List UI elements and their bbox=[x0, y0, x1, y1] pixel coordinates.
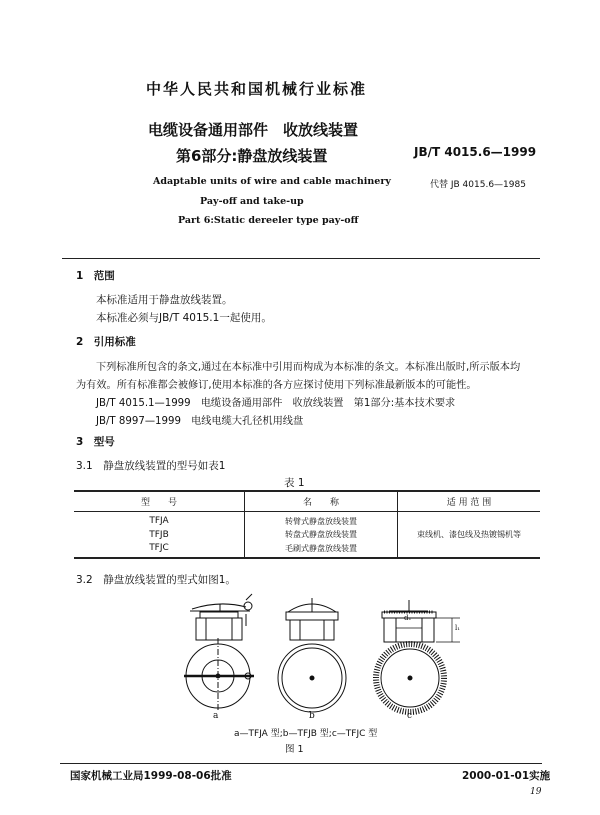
english-title-line2: Pay-off and take-up bbox=[200, 196, 304, 207]
table-cell-name: 毛刷式静盘放线装置 bbox=[245, 542, 398, 558]
footer-divider bbox=[60, 763, 542, 764]
reference-2: JB/T 8997—1999 电线电缆大孔径机用线盘 bbox=[96, 416, 304, 427]
section-3-2-text: 3.2 静盘放线装置的型式如图1。 bbox=[76, 574, 236, 586]
table-header-application: 适 用 范 围 bbox=[398, 491, 541, 511]
table-header-model: 型 号 bbox=[74, 491, 245, 511]
document-title-line1: 电缆设备通用部件 收放线装置 bbox=[148, 121, 359, 139]
section-2-heading: 2 引用标准 bbox=[76, 336, 136, 348]
figure-1-caption: 图 1 bbox=[285, 744, 304, 755]
dimension-l1: l₁ bbox=[455, 624, 461, 632]
dimension-d1: d₁ bbox=[404, 614, 412, 622]
table-cell-application: 束线机、漆包线及热镀锡机等 bbox=[417, 529, 521, 539]
section-1-paragraph-2: 本标准必须与JB/T 4015.1一起使用。 bbox=[96, 312, 272, 324]
table-cell-name: 转臂式静盘放线装置 bbox=[245, 511, 398, 528]
implementation-date: 2000-01-01实施 bbox=[462, 770, 551, 782]
figure-c-top-view bbox=[376, 644, 444, 712]
figure-1-drawing bbox=[0, 590, 600, 740]
table-cell-model: TFJC bbox=[74, 542, 245, 558]
figure-a-side-view bbox=[190, 594, 252, 640]
figure-c-side-view bbox=[382, 600, 460, 642]
section-1-paragraph-1: 本标准适用于静盘放线装置。 bbox=[96, 294, 233, 306]
header-divider bbox=[62, 258, 540, 259]
table-cell-model: TFJB bbox=[74, 528, 245, 542]
figure-1-legend: a—TFJA 型;b—TFJB 型;c—TFJC 型 bbox=[234, 729, 378, 739]
table-1-caption: 表 1 bbox=[284, 477, 305, 489]
table-1 bbox=[74, 490, 540, 559]
section-3-heading: 3 型号 bbox=[76, 436, 115, 448]
section-2-paragraph-line1: 下列标准所包含的条文,通过在本标准中引用而构成为本标准的条文。本标准出版时,所示版本均 bbox=[96, 362, 521, 373]
standard-number: JB/T 4015.6—1999 bbox=[414, 145, 537, 159]
section-3-1-text: 3.1 静盘放线装置的型号如表1 bbox=[76, 460, 226, 472]
replaces-standard: 代替 JB 4015.6—1985 bbox=[430, 180, 526, 190]
reference-1: JB/T 4015.1—1999 电缆设备通用部件 收放线装置 第1部分:基本技术要求 bbox=[96, 398, 456, 409]
approval-date: 国家机械工业局1999-08-06批准 bbox=[70, 770, 232, 782]
table-cell-model: TFJA bbox=[74, 511, 245, 528]
industry-standard-title: 中华人民共和国机械行业标准 bbox=[146, 80, 368, 98]
table-header-name: 名 称 bbox=[245, 491, 398, 511]
document-title-line2: 第6部分:静盘放线装置 bbox=[176, 147, 328, 165]
figure-a-top-view bbox=[184, 638, 254, 712]
table-cell-name: 转盘式静盘放线装置 bbox=[245, 528, 398, 542]
page-number: 19 bbox=[530, 787, 542, 797]
section-1-heading: 1 范围 bbox=[76, 270, 115, 282]
figure-label-c: c bbox=[407, 711, 413, 721]
figure-b-top-view bbox=[278, 644, 346, 712]
figure-label-a: a bbox=[213, 711, 219, 721]
english-title-line1: Adaptable units of wire and cable machinery bbox=[153, 176, 391, 187]
figure-label-b: b bbox=[309, 711, 315, 721]
figure-b-side-view bbox=[286, 598, 338, 640]
english-title-line3: Part 6:Static dereeler type pay-off bbox=[178, 215, 359, 226]
section-2-paragraph-line2: 为有效。所有标准都会被修订,使用本标准的各方应探讨使用下列标准最新版本的可能性。 bbox=[76, 380, 477, 391]
